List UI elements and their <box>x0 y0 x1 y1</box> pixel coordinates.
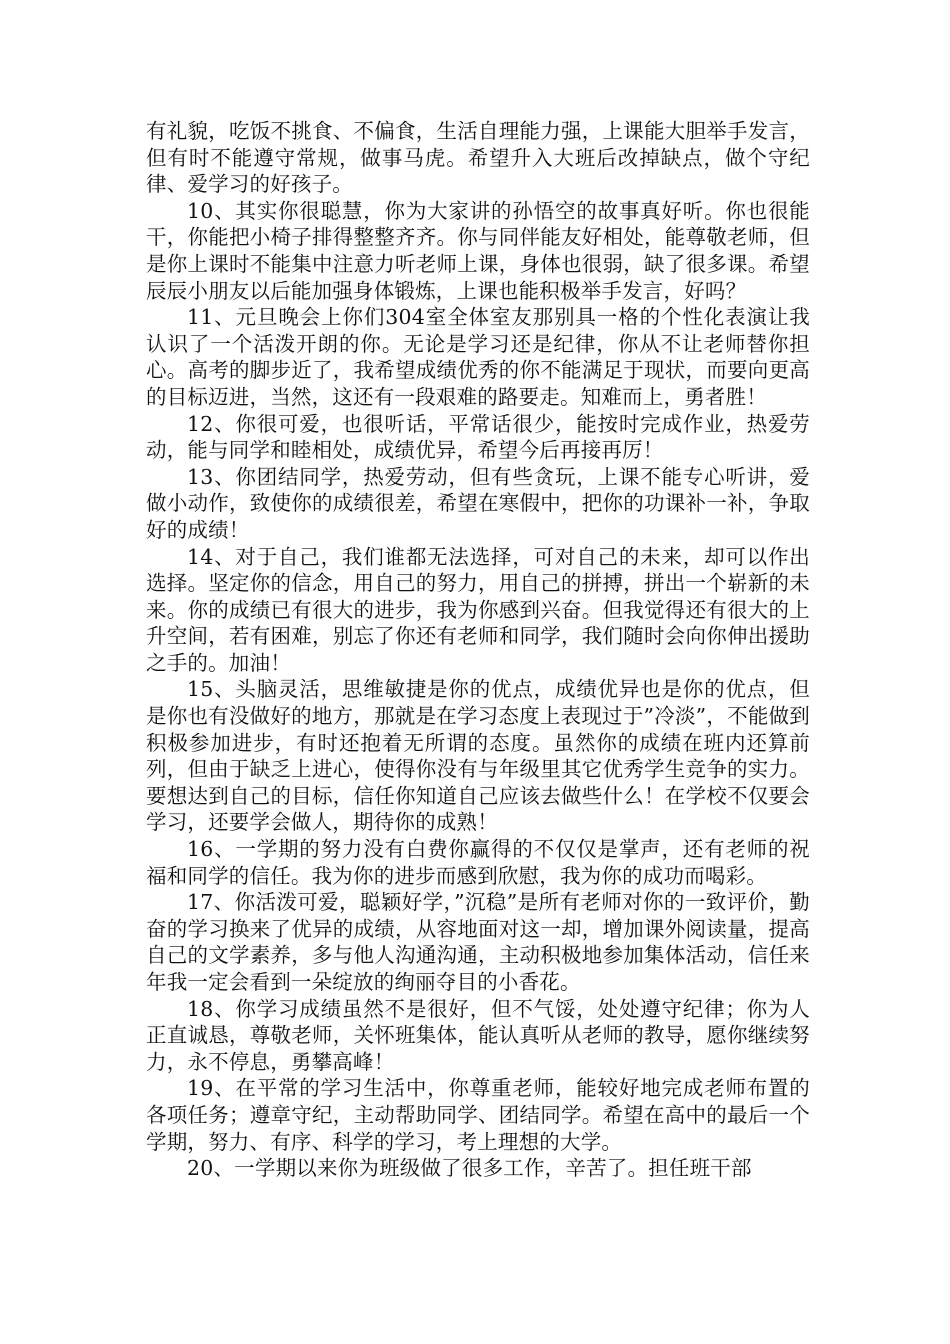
paragraph-11: 11、元旦晚会上你们304室全体室友那别具一格的个性化表演让我认识了一个活泼开朗的你。无论是学习还是纪律，你从不让老师替你担心。高考的脚步近了，我希望成绩优秀的你不能满足于现状，而要向更高的目标迈进，当然，这还有一段艰难的路要走。知难而上，勇者胜！ <box>146 305 810 409</box>
paragraph-14: 14、对于自己，我们谁都无法选择，可对自己的未来，却可以作出选择。坚定你的信念，用自己的努力，用自己的拼搏，拼出一个崭新的未来。你的成绩已有很大的进步，我为你感到兴奋。但我觉得还有很大的上升空间，若有困难，别忘了你还有老师和同学，我们随时会向你伸出援助之手的。加油！ <box>146 544 810 675</box>
paragraph-10: 10、其实你很聪慧，你为大家讲的孙悟空的故事真好听。你也很能干，你能把小椅子排得整整齐齐。你与同伴能友好相处，能尊敬老师，但是你上课时不能集中注意力听老师上课，身体也很弱，缺了很多课。希望辰辰小朋友以后能加强身体锻炼，上课也能积极举手发言，好吗？ <box>146 198 810 303</box>
paragraph-18: 18、你学习成绩虽然不是很好，但不气馁，处处遵守纪律；你为人正直诚恳，尊敬老师，关怀班集体，能认真听从老师的教导，愿你继续努力，永不停息，勇攀高峰！ <box>146 996 810 1074</box>
paragraph-17: 17、你活泼可爱，聪颖好学，”沉稳”是所有老师对你的一致评价，勤奋的学习换来了优异的成绩，从容地面对这一却，增加课外阅读量，提高自己的文学素养，多与他人沟通沟通，主动积极地参加集体活动，信任来年我一定会看到一朵绽放的绚丽夺目的小香花。 <box>146 890 810 994</box>
paragraph-16: 16、一学期的努力没有白费你赢得的不仅仅是掌声，还有老师的祝福和同学的信任。我为你的进步而感到欣慰，我为你的成功而喝彩。 <box>146 837 810 888</box>
paragraph-continued: 有礼貌，吃饭不挑食、不偏食，生活自理能力强，上课能大胆举手发言，但有时不能遵守常规，做事马虎。希望升入大班后改掉缺点，做个守纪律、爱学习的好孩子。 <box>146 119 810 197</box>
paragraph-20: 20、一学期以来你为班级做了很多工作，辛苦了。担任班干部 <box>187 1156 752 1181</box>
paragraph-19: 19、在平常的学习生活中，你尊重老师，能较好地完成老师布置的各项任务；遵章守纪，主动帮助同学、团结同学。希望在高中的最后一个学期，努力、有序、科学的学习，考上理想的大学。 <box>146 1076 810 1154</box>
document-body <box>146 118 810 1182</box>
paragraph-12: 12、你很可爱，也很听话，平常话很少，能按时完成作业，热爱劳动，能与同学和睦相处，成绩优异，希望今后再接再厉！ <box>146 411 810 463</box>
paragraph-15: 15、头脑灵活，思维敏捷是你的优点，成绩优异也是你的优点，但是你也有没做好的地方，那就是在学习态度上表现过于”冷淡”，不能做到积极参加进步，有时还抱着无所谓的态度。虽然你的成绩在班内还算前列，但由于缺乏上进心，使得你没有与年级里其它优秀学生竞争的实力。要想达到自己的目标，信任你知道自己应该去做些什么！在学校不仅要会学习，还要学会做人，期待你的成熟！ <box>146 677 810 835</box>
paragraph-13: 13、你团结同学，热爱劳动，但有些贪玩，上课不能专心听讲，爱做小动作，致使你的成绩很差，希望在寒假中，把你的功课补一补，争取好的成绩！ <box>146 464 810 542</box>
